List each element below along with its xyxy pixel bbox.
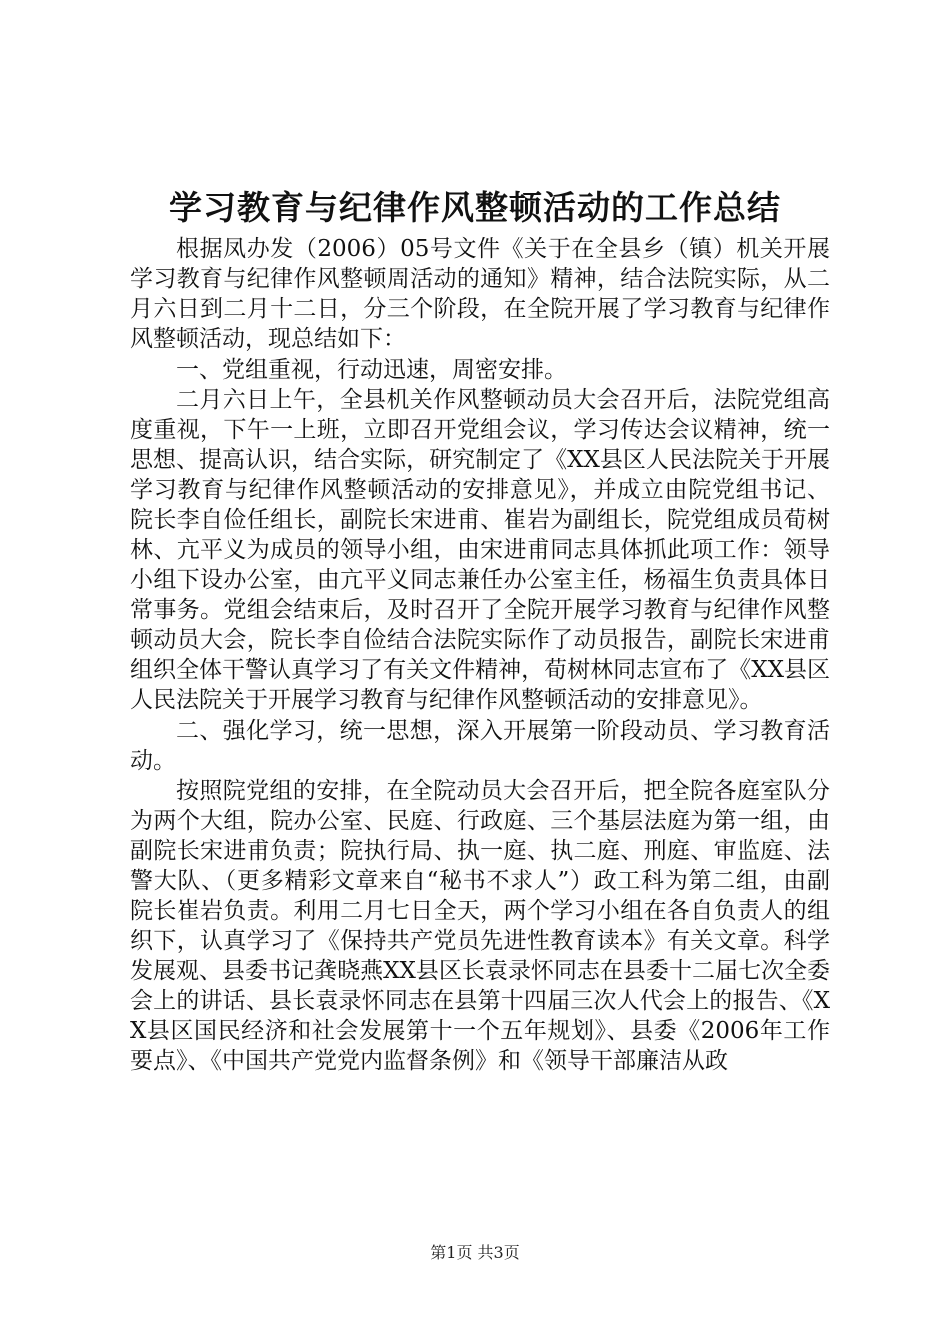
paragraph: 二月六日上午，全县机关作风整顿动员大会召开后，法院党组高度重视，下午一上班，立即召开党组会议，学习传达会议精神，统一思想、提高认识，结合实际，研究制定了《XX县区人民法院关于开展学习教育与纪律作风整顿活动的安排意见》，并成立由院党组书记、院长李自俭任组长，副院长宋进甫、崔岩为副组长，院党组成员荀树林、亢平义为成员的领导小组，由宋进甫同志具体抓此项工作：领导小组下设办公室，由亢平义同志兼任办公室主任，杨福生负责具体日常事务。党组会结束后，及时召开了全院开展学习教育与纪律作风整顿动员大会，院长李自俭结合法院实际作了动员报告，副院长宋进甫组织全体干警认真学习了有关文件精神，荀树林同志宣布了《XX县区人民法院关于开展学习教育与纪律作风整顿活动的安排意见》。 (130, 387, 830, 713)
page-footer: 第1页 共3页 (430, 1243, 520, 1262)
paragraph: 根据凤办发（2006）05号文件《关于在全县乡（镇）机关开展学习教育与纪律作风整顿周活动的通知》精神，结合法院实际，从二月六日到二月十二日，分三个阶段，在全院开展了学习教育与纪律作风整顿活动，现总结如下： (130, 236, 830, 352)
document-body (130, 234, 830, 1077)
paragraph: 按照院党组的安排，在全院动员大会召开后，把全院各庭室队分为两个大组，院办公室、民庭、行政庭、三个基层法庭为第一组，由副院长宋进甫负责；院执行局、执一庭、执二庭、刑庭、审监庭、法警大队、（更多精彩文章来自“秘书不求人”）政工科为第二组，由副院长崔岩负责。利用二月七日全天，两个学习小组在各自负责人的组织下，认真学习了《保持共产党员先进性教育读本》有关文章。科学发展观、县委书记龚晓燕XX县区长袁录怀同志在县委十二届七次全委会上的讲话、县长袁录怀同志在县第十四届三次人代会上的报告、《XX县区国民经济和社会发展第十一个五年规划》、县委《2006年工作要点》、《中国共产党党内监督条例》和《领导干部廉洁从政 (130, 778, 830, 1074)
section-heading: 二、强化学习，统一思想，深入开展第一阶段动员、学习教育活动。 (130, 717, 830, 774)
section-heading: 一、党组重视，行动迅速，周密安排。 (176, 356, 567, 383)
document-title: 学习教育与纪律作风整顿活动的工作总结 (169, 188, 781, 227)
